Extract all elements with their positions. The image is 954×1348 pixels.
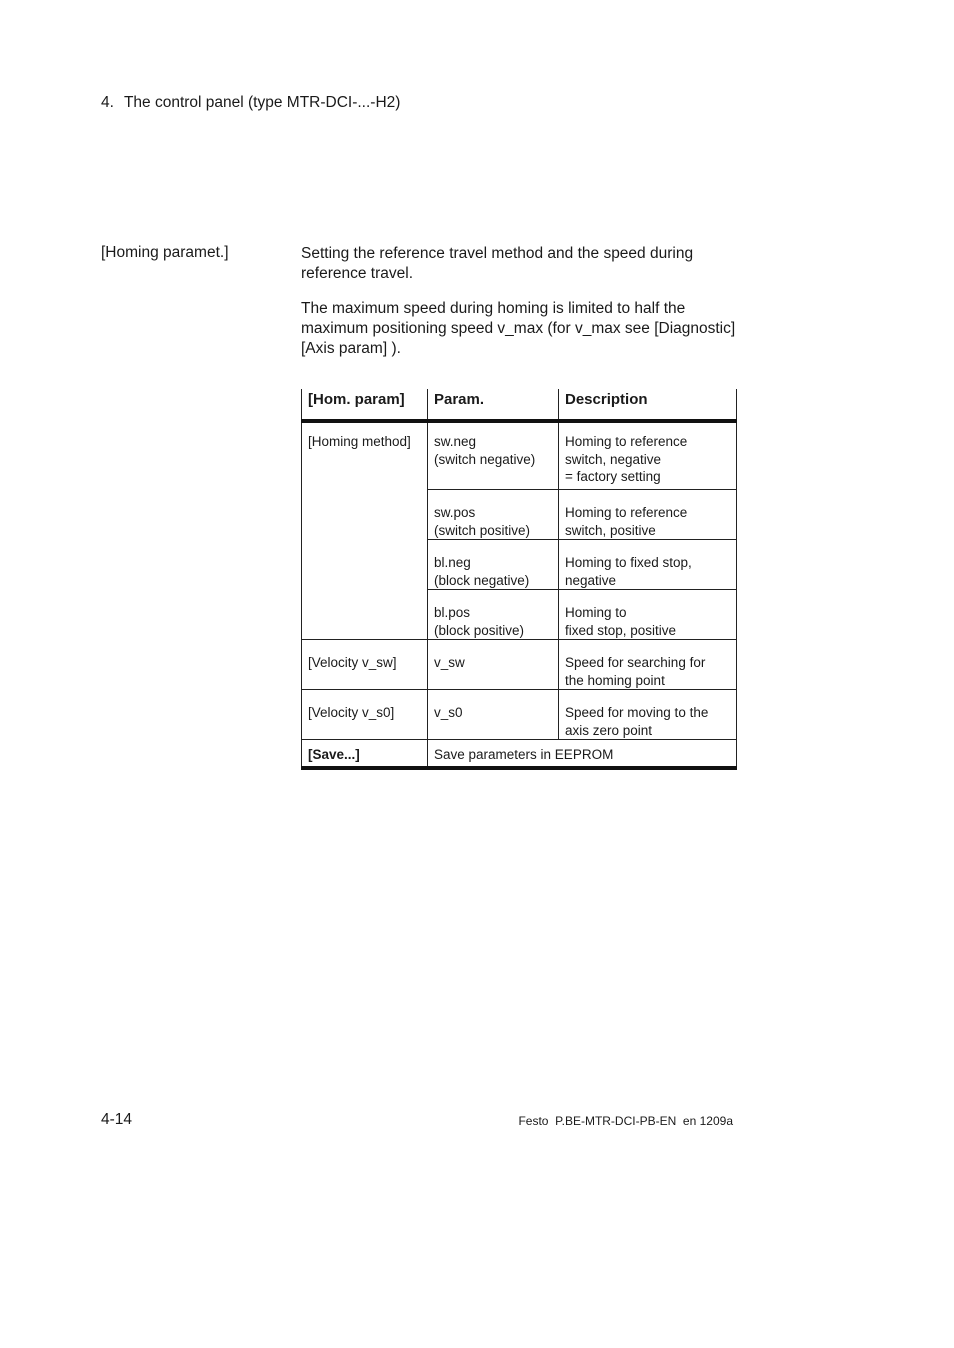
chapter-title: The control panel (type MTR-DCI-...-H2) <box>123 94 401 111</box>
param-name: bl.pos <box>434 605 471 620</box>
param-cell <box>428 540 559 590</box>
param-cell: v_s0 <box>428 690 559 740</box>
description-cell <box>559 490 737 540</box>
menu-item-label: [Homing paramet.] <box>101 244 229 261</box>
desc-line: Homing to reference <box>565 505 688 520</box>
param-cell: v_sw <box>428 640 559 690</box>
desc-line: Speed for moving to the <box>565 705 709 720</box>
table-row <box>302 421 737 490</box>
desc-line: Speed for searching for <box>565 655 706 670</box>
description-cell <box>559 690 737 740</box>
desc-line: switch, positive <box>565 522 656 538</box>
param-cell <box>428 421 559 490</box>
velocity-s0-label: [Velocity v_s0] <box>302 690 428 740</box>
header-description: Description <box>559 389 737 421</box>
chapter-header <box>101 94 400 112</box>
table-row <box>302 640 737 690</box>
description-cell <box>559 540 737 590</box>
param-name: sw.neg <box>434 434 477 449</box>
paragraph-speed-limit: The maximum speed during homing is limited to half the maximum positioning speed v_max (for v_max see [Diagnostic] [Axis param] ). <box>301 300 736 357</box>
desc-line: Homing to fixed stop, <box>565 555 692 570</box>
body-text <box>301 244 741 374</box>
homing-parameters-table <box>301 389 737 770</box>
table-row <box>302 740 737 769</box>
desc-line: Homing to reference <box>565 434 688 449</box>
description-cell <box>559 640 737 690</box>
desc-line: Homing to <box>565 605 627 620</box>
param-name: sw.pos <box>434 505 476 520</box>
description-cell <box>559 421 737 490</box>
header-param: Param. <box>428 389 559 421</box>
desc-line: the homing point <box>565 672 665 688</box>
velocity-sw-label: [Velocity v_sw] <box>302 640 428 690</box>
table-header-row <box>302 389 737 421</box>
page-number: 4-14 <box>101 1111 133 1128</box>
save-description: Save parameters in EEPROM <box>428 740 737 769</box>
desc-line: axis zero point <box>565 722 653 738</box>
paragraph-description: Setting the reference travel method and the speed during reference travel. <box>301 245 694 282</box>
param-cell <box>428 590 559 640</box>
save-label: [Save...] <box>302 740 428 769</box>
param-detail: (block negative) <box>434 572 530 588</box>
chapter-number: 4. <box>101 94 114 111</box>
desc-line: = factory setting <box>565 469 661 484</box>
table-row <box>302 690 737 740</box>
param-cell <box>428 490 559 540</box>
desc-line: negative <box>565 572 617 588</box>
param-detail: (switch positive) <box>434 522 531 538</box>
description-cell <box>559 590 737 640</box>
param-detail: (block positive) <box>434 622 525 638</box>
header-hom-param: [Hom. param] <box>302 389 428 421</box>
desc-line: switch, negative <box>565 451 662 467</box>
param-detail: (switch negative) <box>434 451 536 467</box>
param-name: bl.neg <box>434 555 471 570</box>
homing-method-label: [Homing method] <box>302 421 428 640</box>
desc-line: fixed stop, positive <box>565 622 677 638</box>
document-reference: Festo P.BE-MTR-DCI-PB-EN en 1209a <box>518 1114 733 1128</box>
